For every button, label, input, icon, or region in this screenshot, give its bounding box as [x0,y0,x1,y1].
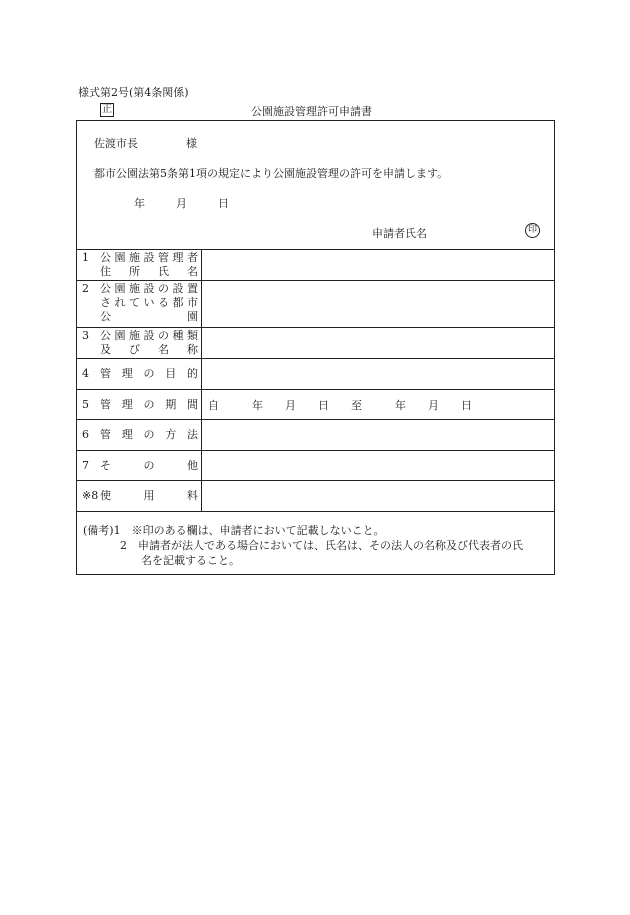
copy-mark-box: 正 [102,104,112,115]
date-day: 日 [218,197,229,210]
form-row-5 [77,390,554,420]
remarks [83,523,523,568]
remarks-line-1: (備考)1 ※印のある欄は、申請者において記載しないこと。 [83,524,385,537]
row-label-line-1: 7 そ の 他 [82,458,198,472]
row-label-line-1: 2 公 園 施 設 の 設 置 [82,282,198,295]
application-statement: 都市公園法第5条第1項の規定により公園施設管理の許可を申請します。 [94,167,449,180]
date-month: 月 [176,197,187,210]
date-year: 年 [134,197,145,210]
addressee [94,135,197,151]
row-number: 1 [82,251,89,264]
row-label [77,481,202,511]
date-line [134,195,229,211]
row-value [202,281,554,327]
row-label-line-1: 4 管 理 の 目 的 [82,367,198,380]
row-value [202,250,554,280]
applicant-name-label: 申請者氏名 [372,227,427,240]
row-label [77,451,202,480]
row-label [77,390,202,419]
row-value [202,481,554,511]
row-value [202,420,554,450]
row-number: 4 [82,367,89,380]
row-number: 7 [82,458,89,472]
form-row-4 [77,359,554,390]
remarks-line-2: 2 申請者が法人である場合においては、氏名は、その法人の名称及び代表者の氏 [120,539,523,552]
row-number: 5 [82,397,89,411]
row-label [77,328,202,358]
row-label [77,420,202,450]
row-value [202,359,554,389]
row-label [77,359,202,389]
row-label-line-1: 5 管 理 の 期 間 [82,397,198,411]
form-row-8 [77,481,554,512]
form-row-7 [77,451,554,481]
row-number: 3 [82,329,89,342]
row-label-line-2: 及 び 名 称 [100,343,198,356]
seal-icon: 印 [525,223,540,238]
row-value [202,451,554,480]
form-row-6 [77,420,554,451]
row-label-line-1: 1 公 園 施 設 管 理 者 [82,251,198,264]
form-table [77,249,554,512]
row-value [202,328,554,358]
row-number: ※8 [82,489,99,502]
addressee-name: 佐渡市長 [94,137,138,150]
row-label-line-1: 6 管 理 の 方 法 [82,428,198,441]
row-number: 2 [82,282,89,295]
form-number: 様式第2号(第4条関係) [78,86,189,99]
form-row-3 [77,328,554,359]
row-number: 6 [82,428,89,441]
row-label-line-2: さ れ て い る 都 市 [100,296,198,309]
document-title: 公園施設管理許可申請書 [251,105,372,118]
row-label-line-1: 3 公 園 施 設 の 種 類 [82,329,198,342]
application-form-frame [76,120,555,575]
form-row-2 [77,281,554,328]
remarks-line-3: 名を記載すること。 [141,554,240,567]
row-label-line-3: 公 園 [100,310,198,323]
row-label-line-1: ※8 使 用 料 [82,489,198,502]
row-label [77,250,202,280]
addressee-honorific: 様 [186,137,197,150]
row-value: 自 年 月 日 至 年 月 日 [208,398,472,412]
row-label [77,281,202,327]
row-label-line-2: 住 所 氏 名 [100,265,198,278]
form-row-1 [77,250,554,281]
